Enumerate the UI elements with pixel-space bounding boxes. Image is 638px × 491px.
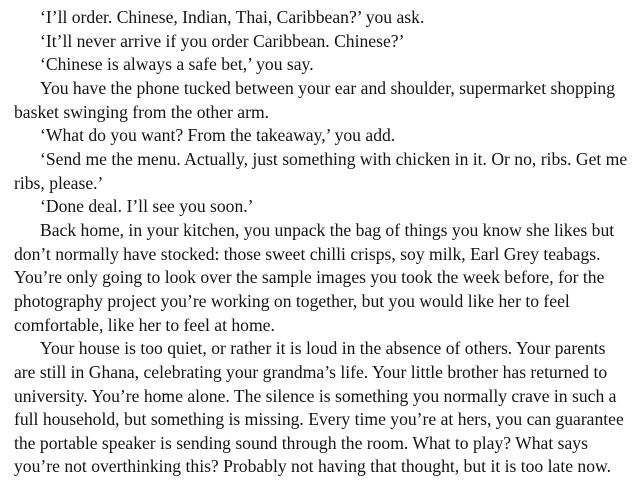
paragraph: ‘I’ll order. Chinese, Indian, Thai, Caribbean?’ you ask. — [40, 7, 425, 27]
paragraph: ‘Chinese is always a safe bet,’ you say. — [40, 54, 314, 75]
paragraph: ‘What do you want? From the takeaway,’ you add. — [40, 125, 396, 146]
paragraph: You have the phone tucked between your ear and shoulder, supermarket shopping basket swinging from the other arm. — [14, 77, 616, 122]
paragraph: ‘It’ll never arrive if you order Caribbean. Chinese?’ — [40, 30, 405, 51]
paragraph: ‘Send me the menu. Actually, just something with chicken in it. Or no, ribs. Get me ribs, please.’ — [14, 148, 628, 193]
paragraph: Your house is too quiet, or rather it is loud in the absence of others. Your parents are still in Ghana, celebrating your grandma’s life. Your little brother has returned to university. You’re home alone. The silence is something you normally crave in such a full household, but something is missing. Every time you’re at hers, you can guarantee the portable speaker is sending sound through the room. What to play? What says you’re not overthinking this? Probably not having that thought, but it is too late now. — [14, 338, 624, 477]
paragraph: ‘Done deal. I’ll see you soon.’ — [40, 196, 254, 217]
paragraph: Back home, in your kitchen, you unpack the bag of things you know she likes but don’t normally have stocked: those sweet chilli crisps, soy milk, Earl Grey teabags. You’re only going to look over the sample images you took the week before, for the photography project you’re working on together, but you would like her to feel comfortable, like her to feel at home. — [14, 219, 615, 335]
